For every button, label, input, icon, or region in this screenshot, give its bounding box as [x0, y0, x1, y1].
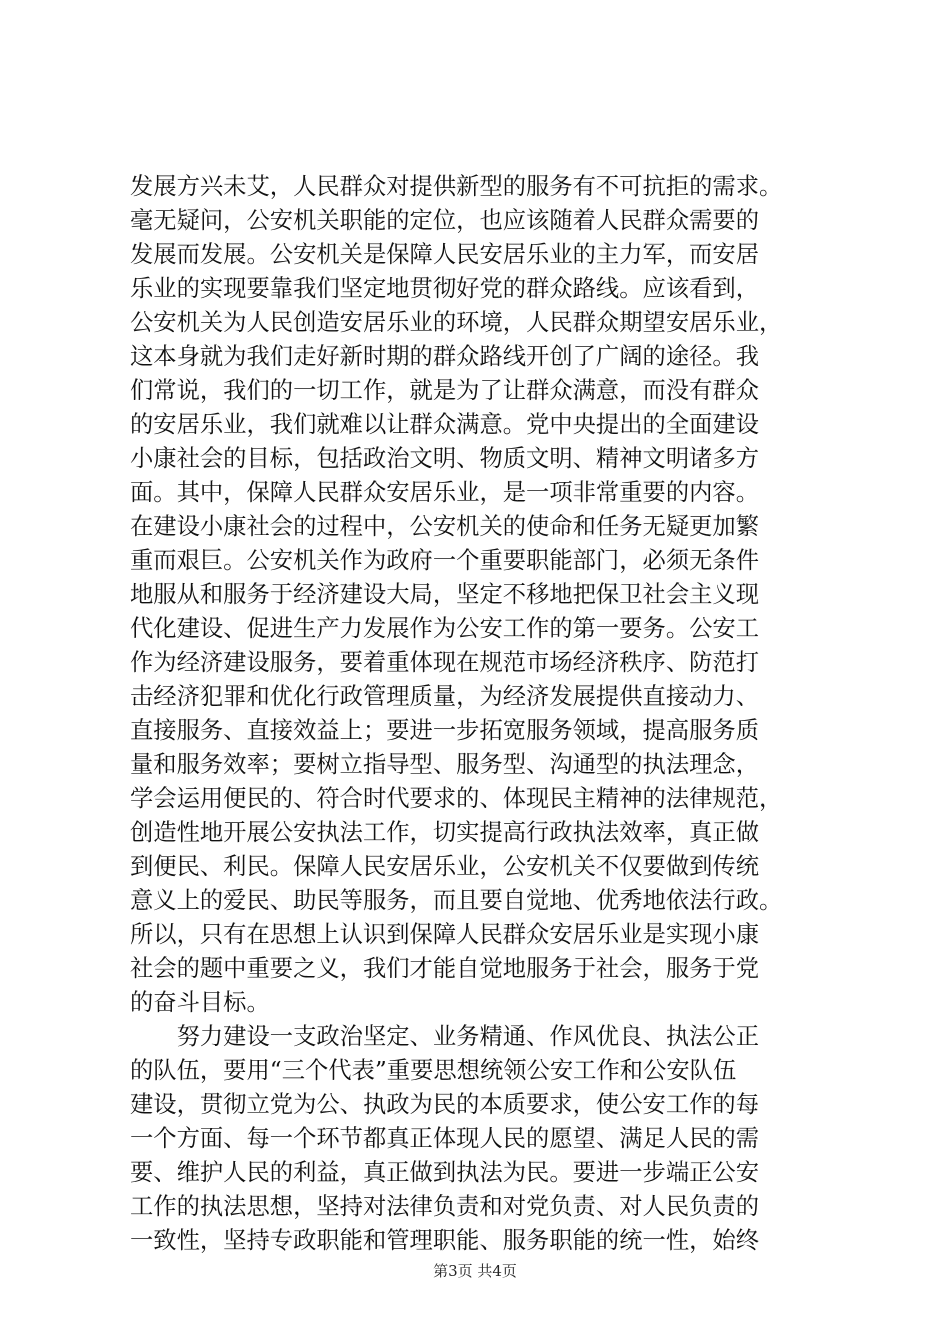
text-line: 地服从和服务于经济建设大局，坚定不移地把保卫社会主义现 — [130, 581, 760, 608]
text-line: 一个方面、每一个环节都真正体现人民的愿望、满足人民的需 — [130, 1125, 760, 1152]
text-line: 意义上的爱民、助民等服务，而且要自觉地、优秀地依法行政。 — [130, 887, 783, 914]
text-line: 的安居乐业，我们就难以让群众满意。党中央提出的全面建设 — [130, 411, 760, 438]
text-line: 们常说，我们的一切工作，就是为了让群众满意，而没有群众 — [130, 377, 760, 404]
text-line: 的队伍，要用“三个代表”重要思想统领公安工作和公安队伍 — [130, 1057, 737, 1084]
text-line: 创造性地开展公安执法工作，切实提高行政执法效率，真正做 — [130, 819, 760, 846]
body-text — [130, 170, 830, 1258]
text-line: 这本身就为我们走好新时期的群众路线开创了广阔的途径。我 — [130, 343, 760, 370]
text-line: 所以，只有在思想上认识到保障人民群众安居乐业是实现小康 — [130, 921, 760, 948]
text-line: 到便民、利民。保障人民安居乐业，公安机关不仅要做到传统 — [130, 853, 760, 880]
text-line: 在建设小康社会的过程中，公安机关的使命和任务无疑更加繁 — [130, 513, 760, 540]
text-line: 发展而发展。公安机关是保障人民安居乐业的主力军，而安居 — [130, 241, 760, 268]
text-line: 作为经济建设服务，要着重体现在规范市场经济秩序、防范打 — [130, 649, 760, 676]
text-line: 直接服务、直接效益上；要进一步拓宽服务领域，提高服务质 — [130, 717, 760, 744]
text-line: 公安机关为人民创造安居乐业的环境，人民群众期望安居乐业， — [130, 309, 783, 336]
text-line: 努力建设一支政治坚定、业务精通、作风优良、执法公正 — [130, 1023, 760, 1050]
text-line: 的奋斗目标。 — [130, 989, 270, 1016]
text-line: 乐业的实现要靠我们坚定地贯彻好党的群众路线。应该看到， — [130, 275, 760, 302]
text-line: 要、维护人民的利益，真正做到执法为民。要进一步端正公安 — [130, 1159, 760, 1186]
text-line: 社会的题中重要之义，我们才能自觉地服务于社会，服务于党 — [130, 955, 760, 982]
text-line: 小康社会的目标，包括政治文明、物质文明、精神文明诸多方 — [130, 445, 760, 472]
text-line: 建设，贯彻立党为公、执政为民的本质要求，使公安工作的每 — [130, 1091, 760, 1118]
text-line: 发展方兴未艾，人民群众对提供新型的服务有不可抗拒的需求。 — [130, 173, 783, 200]
text-line: 量和服务效率；要树立指导型、服务型、沟通型的执法理念， — [130, 751, 760, 778]
text-line: 学会运用便民的、符合时代要求的、体现民主精神的法律规范， — [130, 785, 783, 812]
text-line: 代化建设、促进生产力发展作为公安工作的第一要务。公安工 — [130, 615, 760, 642]
text-line: 工作的执法思想，坚持对法律负责和对党负责、对人民负责的 — [130, 1193, 760, 1220]
text-line: 面。其中，保障人民群众安居乐业，是一项非常重要的内容。 — [130, 479, 760, 506]
page-footer: 第3页 共4页 — [433, 1262, 517, 1280]
text-line: 击经济犯罪和优化行政管理质量，为经济发展提供直接动力、 — [130, 683, 760, 710]
text-line: 毫无疑问，公安机关职能的定位，也应该随着人民群众需要的 — [130, 207, 760, 234]
text-line: 重而艰巨。公安机关作为政府一个重要职能部门，必须无条件 — [130, 547, 760, 574]
text-line: 一致性，坚持专政职能和管理职能、服务职能的统一性，始终 — [130, 1227, 760, 1254]
